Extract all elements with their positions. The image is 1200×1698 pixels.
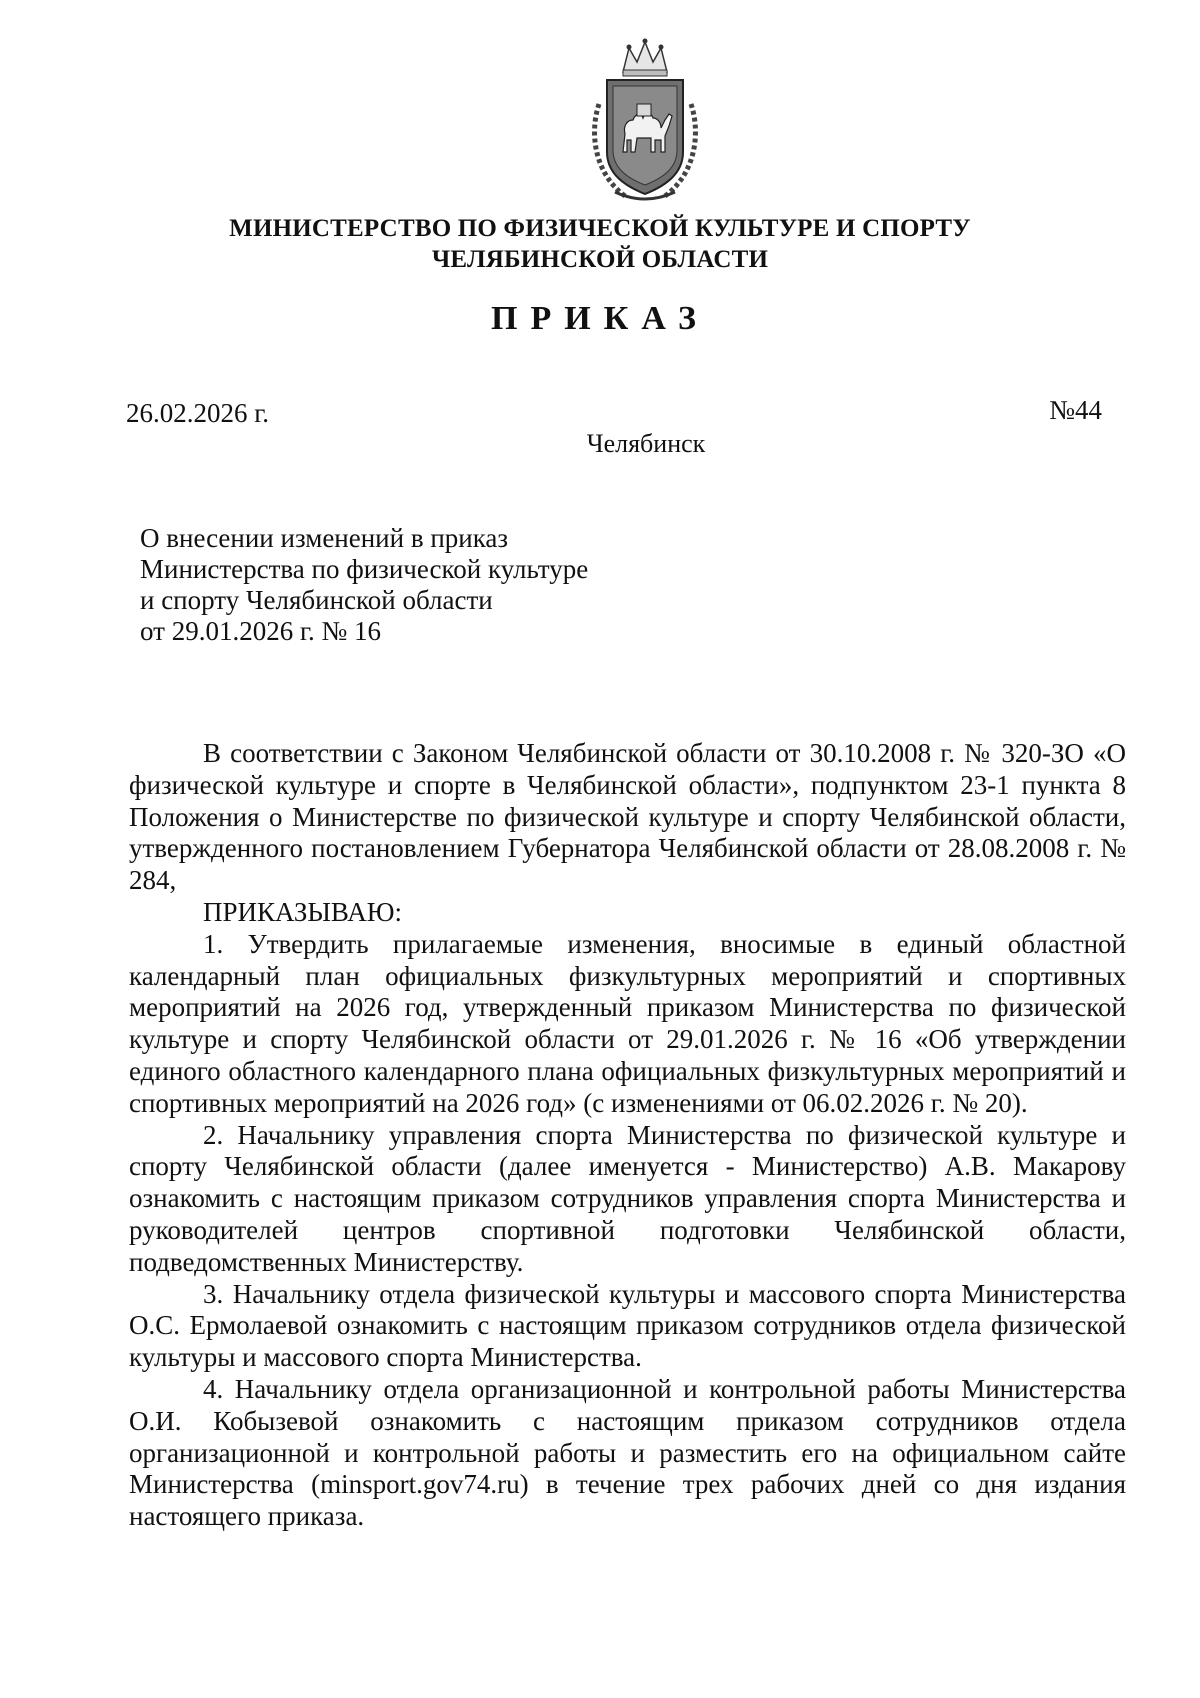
subject-line: от 29.01.2026 г. № 16 [140, 616, 381, 646]
order-date: 26.02.2026 г. [126, 398, 270, 428]
order-number: №44 [1049, 395, 1102, 425]
coat-of-arms-icon [585, 34, 705, 204]
subject-line: и спорту Челябинской области [140, 585, 493, 615]
order-item-1: 1. Утвердить прилагаемые изменения, вносимые в единый областной календарный план официальных физкультурных мероприятий и спортивных мероприятий на 2026 год, утвержденный приказом Министерства по физической культуре и спорту Челябинской области от 29.01.2026 г. № 16 «Об утверждении единого областного календарного плана официальных физкультурных мероприятий и спортивных мероприятий на 2026 год» (с изменениями от 06.02.2026 г. № 20). [129, 928, 1126, 1118]
order-subject [140, 523, 588, 647]
order-item-4: 4. Начальнику отдела организационной и контрольной работы Министерства О.И. Кобызевой ознакомить с настоящим приказом сотрудников отдела организационной и контрольной работы и разместить его на официальном сайте Министерства (minsport.gov74.ru) в течение трех рабочих дней со дня издания настоящего приказа. [129, 1373, 1126, 1532]
ministry-name-line-2: ЧЕЛЯБИНСКОЙ ОБЛАСТИ [431, 246, 769, 273]
preamble-paragraph: В соответствии с Законом Челябинской области от 30.10.2008 г. № 320-ЗО «О физической культуре и спорте в Челябинской области», подпунктом 23-1 пункта 8 Положения о Министерстве по физической культуре и спорту Челябинской области, утвержденного постановлением Губернатора Челябинской области от 28.08.2008 г. № 284, [129, 738, 1126, 896]
document-type-title: ПРИКАЗ [491, 300, 709, 337]
subject-line: О внесении изменений в приказ [140, 523, 509, 553]
order-item-3: 3. Начальнику отдела физической культуры и массового спорта Министерства О.С. Ермолаевой ознакомить с настоящим приказом сотрудников отдела физической культуры и массового спорта Министерства. [129, 1278, 1126, 1373]
order-item-2: 2. Начальнику управления спорта Министерства по физической культуре и спорту Челябинской области (далее именуется - Министерство) А.В. Макарову ознакомить с настоящим приказом сотрудников управления спорта Министерства и руководителей центров спортивной подготовки Челябинской области, подведомственных Министерству. [129, 1119, 1126, 1277]
ministry-name-line-1: МИНИСТЕРСТВО ПО ФИЗИЧЕСКОЙ КУЛЬТУРЕ И СПОРТУ [229, 215, 971, 242]
order-body [129, 738, 1126, 1533]
command-word: ПРИКАЗЫВАЮ: [203, 896, 402, 927]
subject-line: Министерства по физической культуре [140, 554, 589, 584]
order-city: Челябинск [586, 429, 706, 458]
